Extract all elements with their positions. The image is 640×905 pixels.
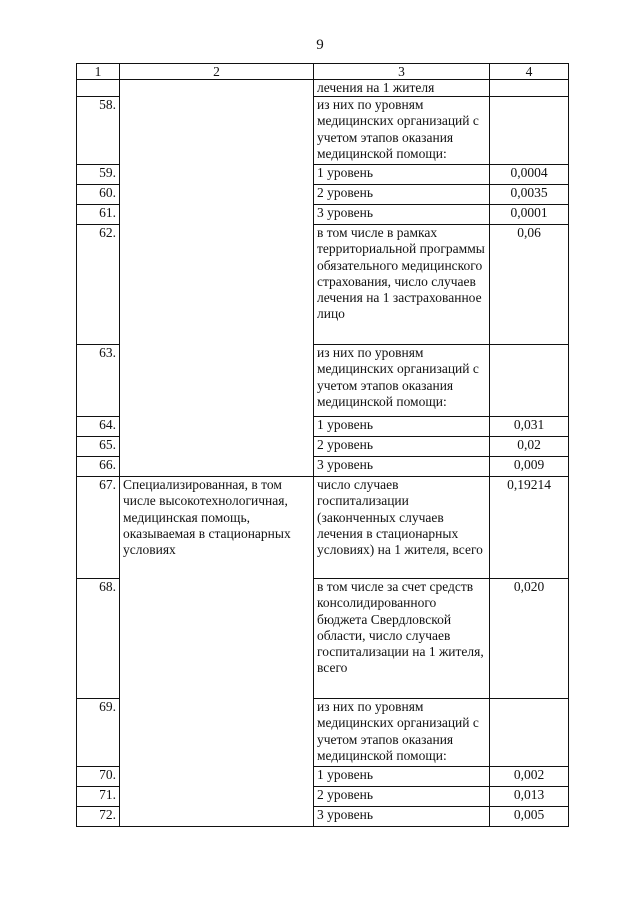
header-col-3: 3 — [314, 64, 490, 80]
indicator-text: 3 уровень — [314, 807, 490, 827]
indicator-value — [490, 345, 569, 417]
indicator-text: в том числе за счет средств консолидированного бюджета Свердловской области, число случаев госпитализации на 1 жителя, всего — [314, 579, 490, 699]
indicator-value: 0,0004 — [490, 165, 569, 185]
indicator-text: 1 уровень — [314, 767, 490, 787]
indicator-text: в том числе в рамках территориальной программы обязательного медицинского страхования, число случаев лечения на 1 застрахованное лицо — [314, 225, 490, 345]
row-number: 70. — [77, 767, 120, 787]
indicator-text: 1 уровень — [314, 165, 490, 185]
indicator-value — [490, 80, 569, 97]
indicator-text: 2 уровень — [314, 787, 490, 807]
indicator-text: 2 уровень — [314, 185, 490, 205]
group-name: Специализированная, в том числе высокотехнологичная, медицинская помощь, оказываемая в стационарных условиях — [120, 477, 314, 827]
header-col-4: 4 — [490, 64, 569, 80]
row-number: 64. — [77, 417, 120, 437]
row-number: 72. — [77, 807, 120, 827]
indicator-text: из них по уровням медицинских организаций с учетом этапов оказания медицинской помощи: — [314, 345, 490, 417]
row-number: 58. — [77, 97, 120, 165]
indicators-table — [76, 63, 569, 827]
indicator-value: 0,06 — [490, 225, 569, 345]
indicator-text: из них по уровням медицинских организаций с учетом этапов оказания медицинской помощи: — [314, 699, 490, 767]
indicator-text: лечения на 1 жителя — [314, 80, 490, 97]
page-number: 9 — [316, 37, 324, 53]
row-number: 62. — [77, 225, 120, 345]
row-number: 61. — [77, 205, 120, 225]
row-number: 71. — [77, 787, 120, 807]
row-number: 67. — [77, 477, 120, 579]
indicator-value — [490, 97, 569, 165]
row-number: 66. — [77, 457, 120, 477]
table-row — [77, 80, 569, 97]
row-number: 63. — [77, 345, 120, 417]
indicator-value: 0,005 — [490, 807, 569, 827]
indicator-text: 3 уровень — [314, 457, 490, 477]
indicator-value — [490, 699, 569, 767]
indicator-text: число случаев госпитализации (законченных случаев лечения в стационарных условиях) на 1 жителя, всего — [314, 477, 490, 579]
indicator-value: 0,013 — [490, 787, 569, 807]
indicator-text: 3 уровень — [314, 205, 490, 225]
table-row — [77, 477, 569, 579]
indicator-value: 0,031 — [490, 417, 569, 437]
header-col-1: 1 — [77, 64, 120, 80]
row-number: 68. — [77, 579, 120, 699]
indicator-value: 0,009 — [490, 457, 569, 477]
indicator-value: 0,0035 — [490, 185, 569, 205]
header-col-2: 2 — [120, 64, 314, 80]
indicator-value: 0,020 — [490, 579, 569, 699]
indicator-value: 0,0001 — [490, 205, 569, 225]
indicator-text: 1 уровень — [314, 417, 490, 437]
row-number: 65. — [77, 437, 120, 457]
table-header-row — [77, 64, 569, 80]
row-number — [77, 80, 120, 97]
indicator-value: 0,19214 — [490, 477, 569, 579]
indicator-text: 2 уровень — [314, 437, 490, 457]
row-number: 60. — [77, 185, 120, 205]
indicator-value: 0,02 — [490, 437, 569, 457]
row-number: 69. — [77, 699, 120, 767]
group-name — [120, 80, 314, 477]
row-number: 59. — [77, 165, 120, 185]
indicator-value: 0,002 — [490, 767, 569, 787]
indicator-text: из них по уровням медицинских организаций с учетом этапов оказания медицинской помощи: — [314, 97, 490, 165]
